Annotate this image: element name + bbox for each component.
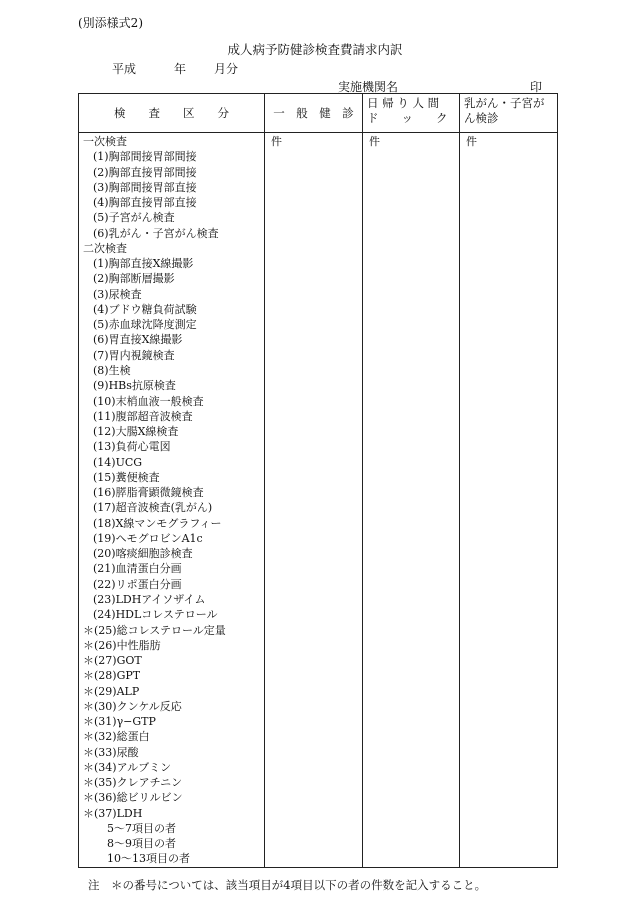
inspection-item: ＊(28)GPT <box>83 669 141 683</box>
seal-mark: 印 <box>530 80 543 94</box>
inspection-item: (5)赤血球沈降度測定 <box>93 318 197 332</box>
inspection-item: (4)胸部直接胃部直接 <box>93 196 197 210</box>
dock-count-cell[interactable] <box>363 133 460 868</box>
inspection-item: ＊(30)クンケル反応 <box>83 699 182 713</box>
inspection-item: 5〜7項目の者 <box>107 821 176 835</box>
inspection-item: ＊(35)クレアチニン <box>83 776 183 790</box>
inspection-item: (20)喀痰細胞診検査 <box>93 547 193 561</box>
inspection-item: ＊(26)中性脂肪 <box>83 638 161 652</box>
year-label: 年 <box>174 62 187 76</box>
inspection-item: (4)ブドウ糖負荷試験 <box>93 302 197 316</box>
header-breast-uterine: 乳がん・子宮がん検診 <box>460 94 558 133</box>
footnote: 注 ＊の番号については、該当項目が4項目以下の者の件数を記入すること。 <box>88 878 487 892</box>
unit-label: 件 <box>466 135 477 148</box>
inspection-item: (3)尿検査 <box>93 287 142 301</box>
breakdown-table <box>78 93 558 868</box>
inspection-item: (23)LDHアイソザイム <box>93 592 206 606</box>
inspection-item: (22)リポ蛋白分画 <box>93 577 182 591</box>
header-category: 検 査 区 分 <box>79 94 265 133</box>
document-title: 成人病予防健診検査費請求内訳 <box>227 42 403 57</box>
inspection-item: (19)ヘモグロビンA1c <box>93 531 203 545</box>
inspection-item: ＊(25)総コレステロール定量 <box>83 623 226 637</box>
header-day-dock <box>363 94 460 133</box>
period-line <box>112 60 238 77</box>
inspection-item: ＊(32)総蛋白 <box>83 730 150 744</box>
inspection-item: ＊(29)ALP <box>83 684 140 698</box>
inspection-item: (17)超音波検査(乳がん) <box>93 501 213 515</box>
inspection-item: 10〜13項目の者 <box>107 852 190 866</box>
inspection-item: (14)UCG <box>93 455 143 469</box>
inspection-item: (7)胃内視鏡検査 <box>93 348 175 362</box>
inspection-item: (11)腹部超音波検査 <box>93 409 193 423</box>
inspection-item: (6)乳がん・子宮がん検査 <box>93 226 219 240</box>
inspection-item: ＊(36)総ビリルビン <box>83 791 183 805</box>
inspection-item: (24)HDLコレステロール <box>93 608 218 622</box>
breast-count-cell[interactable] <box>460 133 558 868</box>
inspection-item: ＊(31)γ−GTP <box>83 715 156 729</box>
inspection-item: (12)大腸X線検査 <box>93 425 179 439</box>
inspection-item: ＊(34)アルブミン <box>83 760 172 774</box>
inspection-item: (1)胸部間接胃部間接 <box>93 150 197 164</box>
inspection-item: ＊(33)尿酸 <box>83 745 139 759</box>
header-general-checkup: 一 般 健 診 <box>265 94 363 133</box>
inspection-item: (10)末梢血液一般検査 <box>93 394 204 408</box>
inspection-item: (16)膵脂膏顕微鏡検査 <box>93 486 204 500</box>
inspection-item: (18)X線マンモグラフィー <box>93 516 222 530</box>
month-label: 月分 <box>214 62 239 76</box>
inspection-item: ＊(27)GOT <box>83 654 142 668</box>
inspection-item: (1)胸部直接X線撮影 <box>93 257 194 271</box>
header-day-dock-line2: ド ッ ク <box>367 111 448 125</box>
inspection-item: ＊(37)LDH <box>83 806 143 820</box>
inspection-item: (13)負荷心電図 <box>93 440 171 454</box>
era-label: 平成 <box>112 62 137 76</box>
section-heading: 二次検査 <box>83 241 127 255</box>
inspection-items <box>79 133 265 868</box>
inspection-item: (5)子宮がん検査 <box>93 211 175 225</box>
inspection-item: (8)生検 <box>93 363 131 377</box>
inspection-item: 8〜9項目の者 <box>107 837 176 851</box>
inspection-item: (2)胸部断層撮影 <box>93 272 175 286</box>
header-day-dock-line1: 日 帰 り 人 間 <box>367 96 440 110</box>
unit-label: 件 <box>369 135 380 148</box>
inspection-item: (6)胃直接X線撮影 <box>93 333 183 347</box>
institution-label: 実施機関名 <box>338 80 399 94</box>
unit-label: 件 <box>271 135 282 148</box>
inspection-item: (3)胸部間接胃部直接 <box>93 180 197 194</box>
inspection-item: (2)胸部直接胃部間接 <box>93 165 197 179</box>
inspection-item: (9)HBs抗原検査 <box>93 379 176 393</box>
form-label: (別添様式2) <box>78 16 143 30</box>
inspection-item: (15)糞便検査 <box>93 470 160 484</box>
section-heading: 一次検査 <box>83 135 127 148</box>
general-count-cell[interactable] <box>265 133 363 868</box>
inspection-item: (21)血清蛋白分画 <box>93 562 182 576</box>
